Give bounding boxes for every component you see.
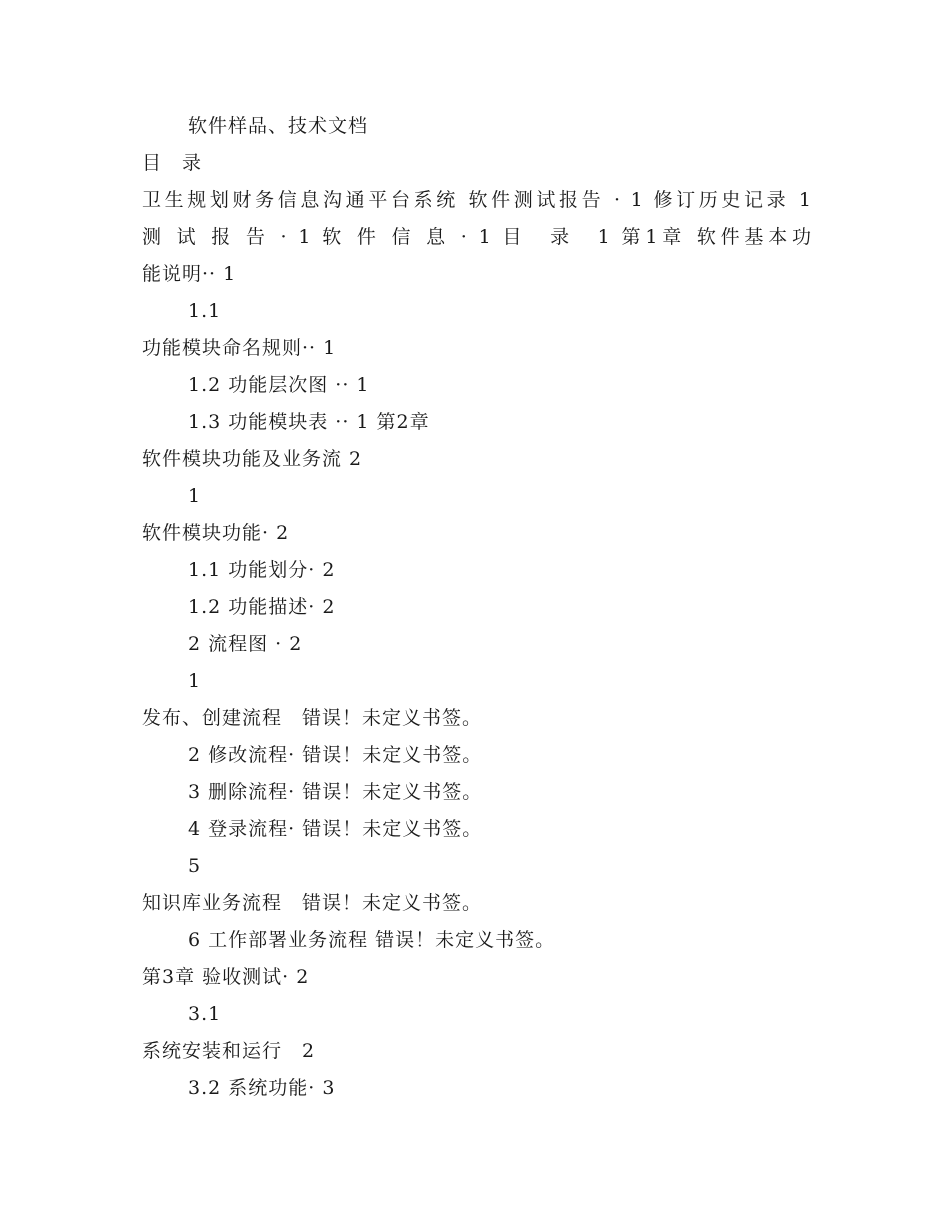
toc-entry: 软件模块功能及业务流 2 xyxy=(142,448,363,470)
toc-entry-number: 1 xyxy=(188,485,202,507)
toc-entry: 1.1 功能划分· 2 xyxy=(188,559,336,581)
toc-entry: 2 修改流程· 错误！未定义书签。 xyxy=(188,744,483,766)
doc-heading: 软件样品、技术文档 xyxy=(188,115,369,137)
toc-entry-number: 1.1 xyxy=(188,300,222,322)
toc-entry-number: 5 xyxy=(188,855,202,877)
toc-entry: 系统安装和运行 2 xyxy=(142,1040,316,1062)
toc-entry: 2 流程图 · 2 xyxy=(188,633,303,655)
toc-entry: 功能模块命名规则·· 1 xyxy=(142,337,337,359)
toc-entry-number: 3.1 xyxy=(188,1003,222,1025)
toc-entry: 卫生规划财务信息沟通平台系统 软件测试报告 · 1 修订历史记录 1 xyxy=(142,189,812,211)
toc-entry: 能说明·· 1 xyxy=(142,263,237,285)
toc-title: 目 录 xyxy=(142,152,203,174)
toc-entry: 知识库业务流程 错误！未定义书签。 xyxy=(142,892,483,914)
toc-entry: 测 试 报 告 · 1 软 件 信 息 · 1 目 录 1 第1章 软件基本功 xyxy=(142,226,812,248)
toc-entry: 发布、创建流程 错误！未定义书签。 xyxy=(142,707,483,729)
toc-entry: 1.2 功能描述· 2 xyxy=(188,596,336,618)
toc-entry: 3.2 系统功能· 3 xyxy=(188,1077,336,1099)
toc-entry: 软件模块功能· 2 xyxy=(142,522,290,544)
toc-entry: 1.3 功能模块表 ·· 1 第2章 xyxy=(188,411,430,433)
toc-entry: 4 登录流程· 错误！未定义书签。 xyxy=(188,818,483,840)
toc-entry: 3 删除流程· 错误！未定义书签。 xyxy=(188,781,483,803)
toc-entry: 1.2 功能层次图 ·· 1 xyxy=(188,374,370,396)
toc-entry-number: 1 xyxy=(188,670,202,692)
toc-entry: 6 工作部署业务流程 错误！未定义书签。 xyxy=(188,929,556,951)
toc-entry: 第3章 验收测试· 2 xyxy=(142,966,310,988)
table-of-contents xyxy=(142,108,812,1107)
